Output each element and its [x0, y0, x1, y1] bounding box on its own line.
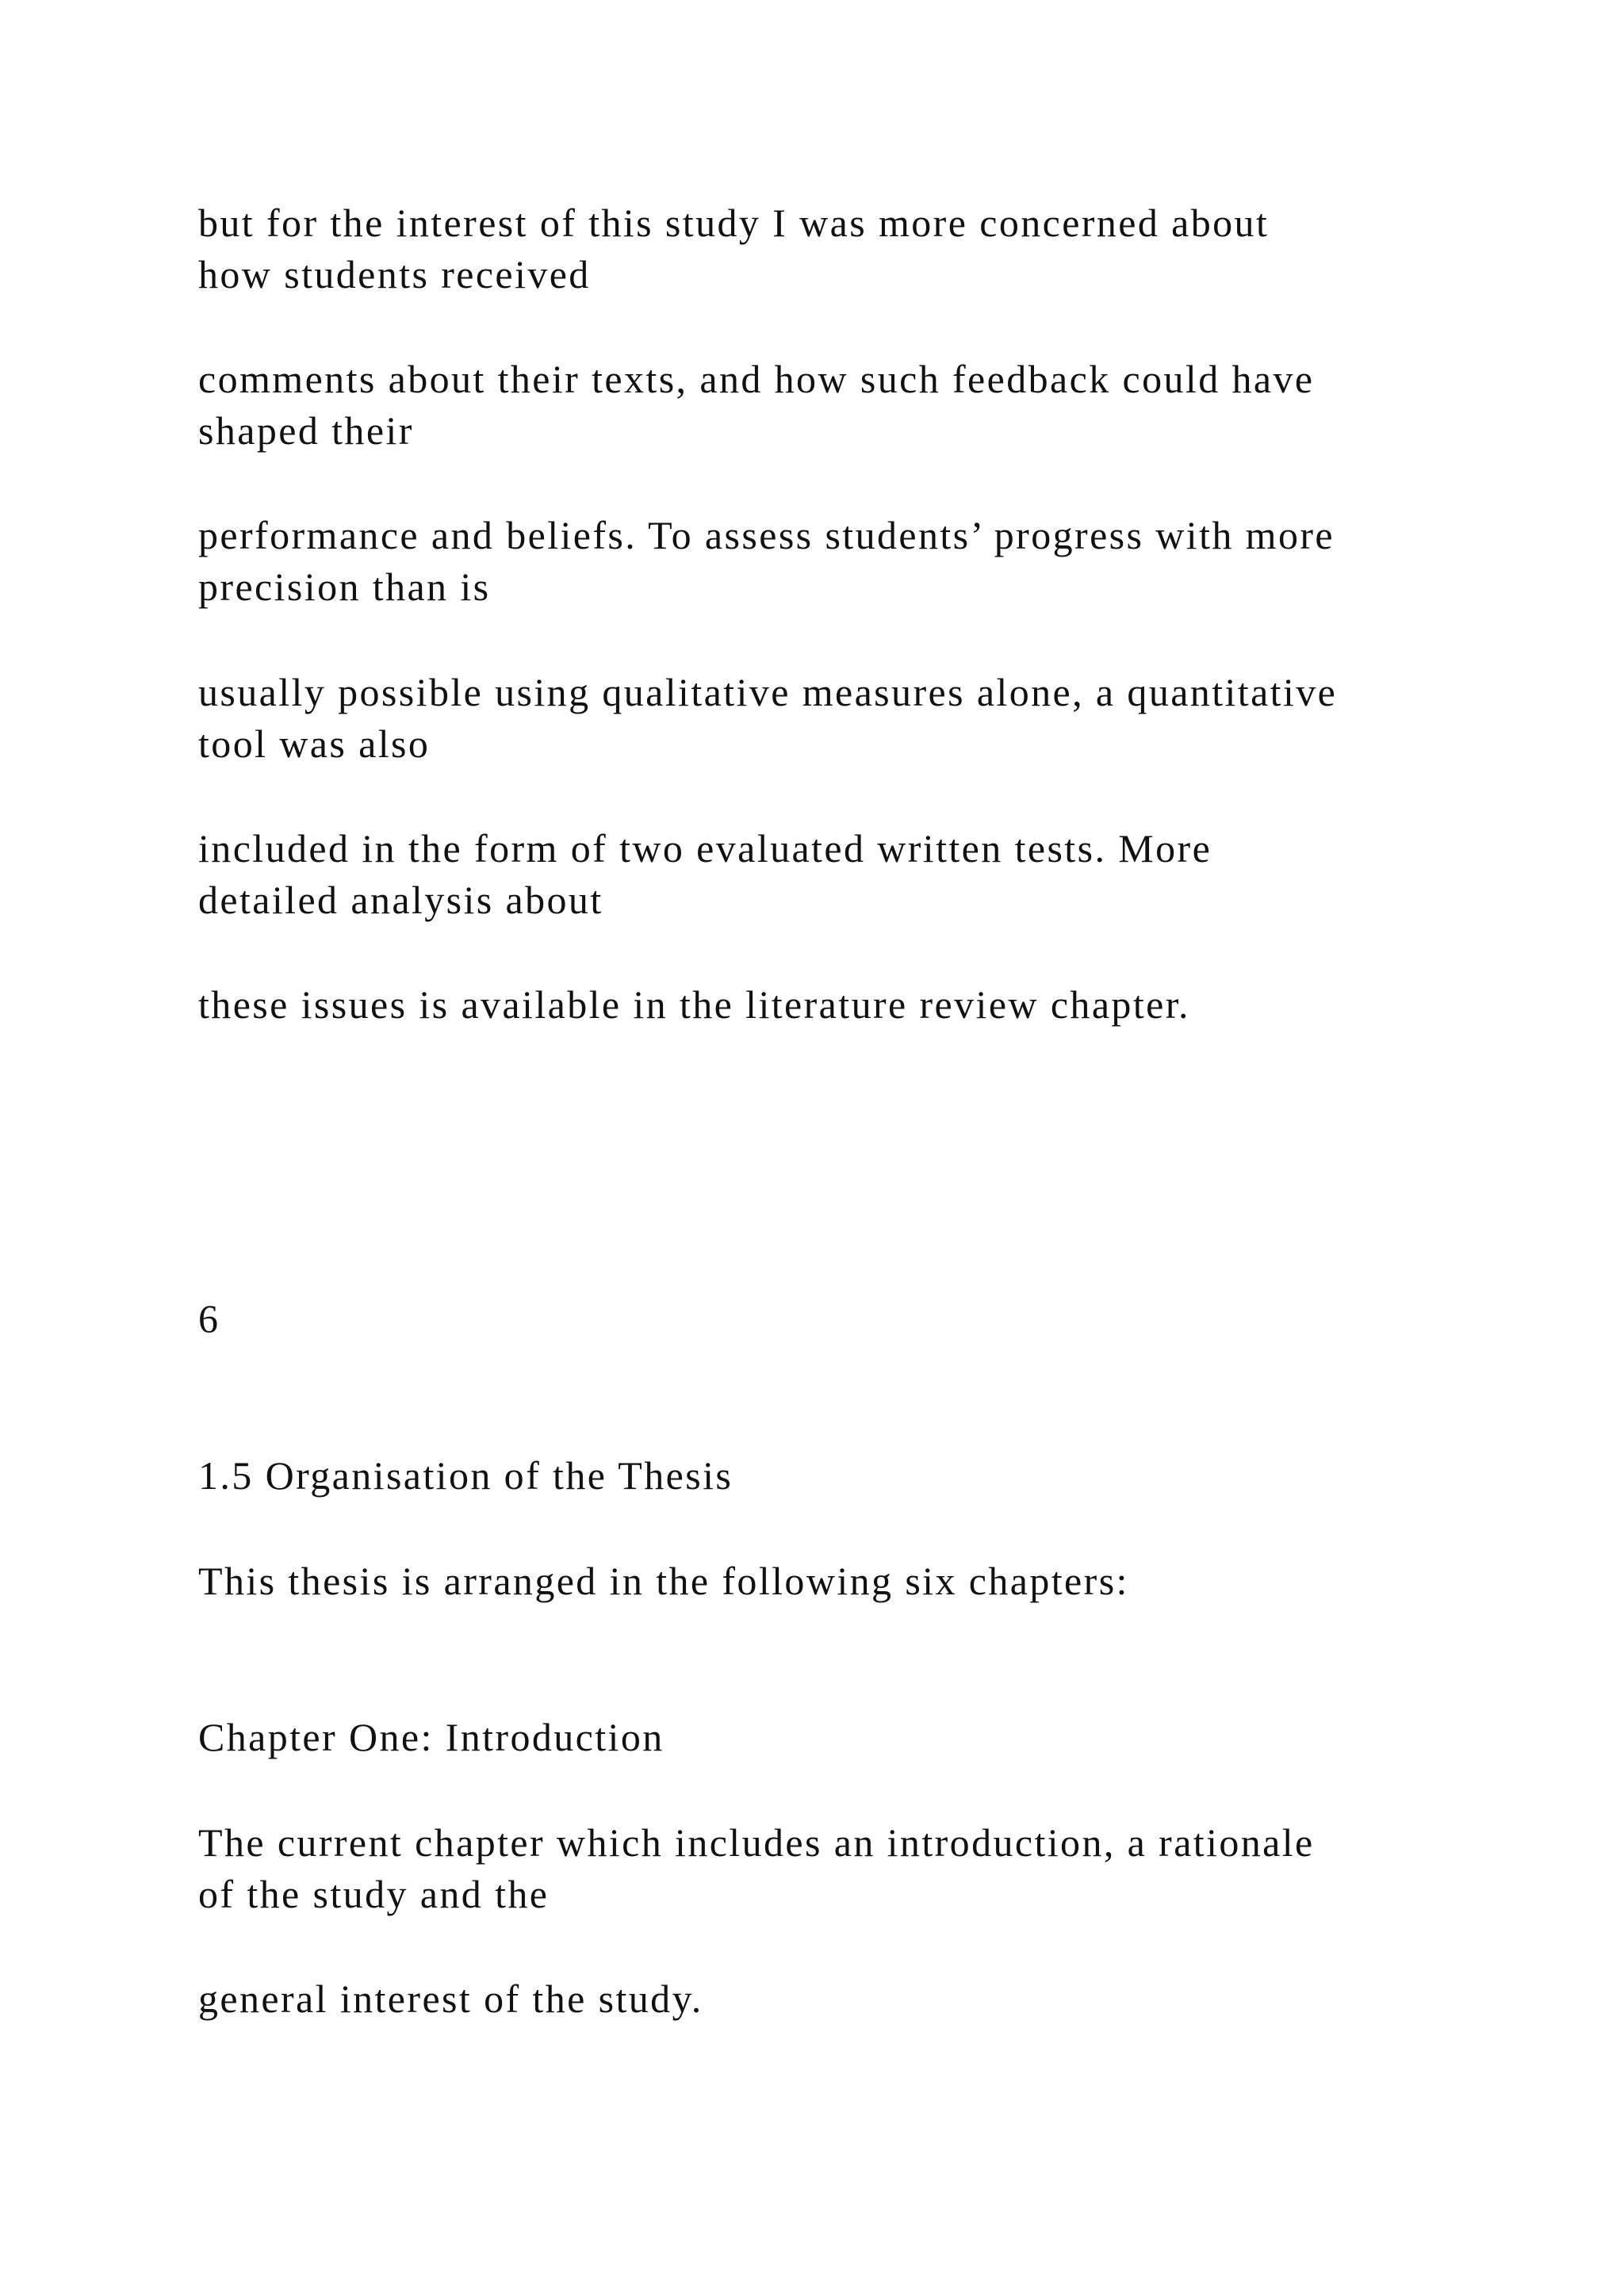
- body-text-line: but for the interest of this study I was more concerned about: [198, 201, 1270, 245]
- body-text-line: of the study and the: [198, 1872, 550, 1916]
- body-text-line: The current chapter which includes an introduction, a rationale: [198, 1820, 1315, 1865]
- body-text-line: performance and beliefs. To assess students’ progress with more: [198, 513, 1335, 557]
- intro-sentence: This thesis is arranged in the following six chapters:: [198, 1559, 1129, 1603]
- body-text-line: usually possible using qualitative measures alone, a quantitative: [198, 670, 1338, 714]
- body-text-line: how students received: [198, 252, 591, 297]
- body-text-line: shaped their: [198, 408, 414, 453]
- body-text-line: these issues is available in the literature review chapter.: [198, 982, 1190, 1027]
- page-number: 6: [198, 1296, 220, 1341]
- body-text-line: comments about their texts, and how such feedback could have: [198, 357, 1315, 401]
- chapter-title: Chapter One: Introduction: [198, 1715, 665, 1759]
- body-text-line: detailed analysis about: [198, 878, 603, 922]
- body-text-line: precision than is: [198, 564, 491, 609]
- body-text-line: included in the form of two evaluated written tests. More: [198, 826, 1212, 871]
- body-text-line: tool was also: [198, 721, 431, 766]
- section-heading: 1.5 Organisation of the Thesis: [198, 1453, 733, 1498]
- body-text-line: general interest of the study.: [198, 1976, 703, 2021]
